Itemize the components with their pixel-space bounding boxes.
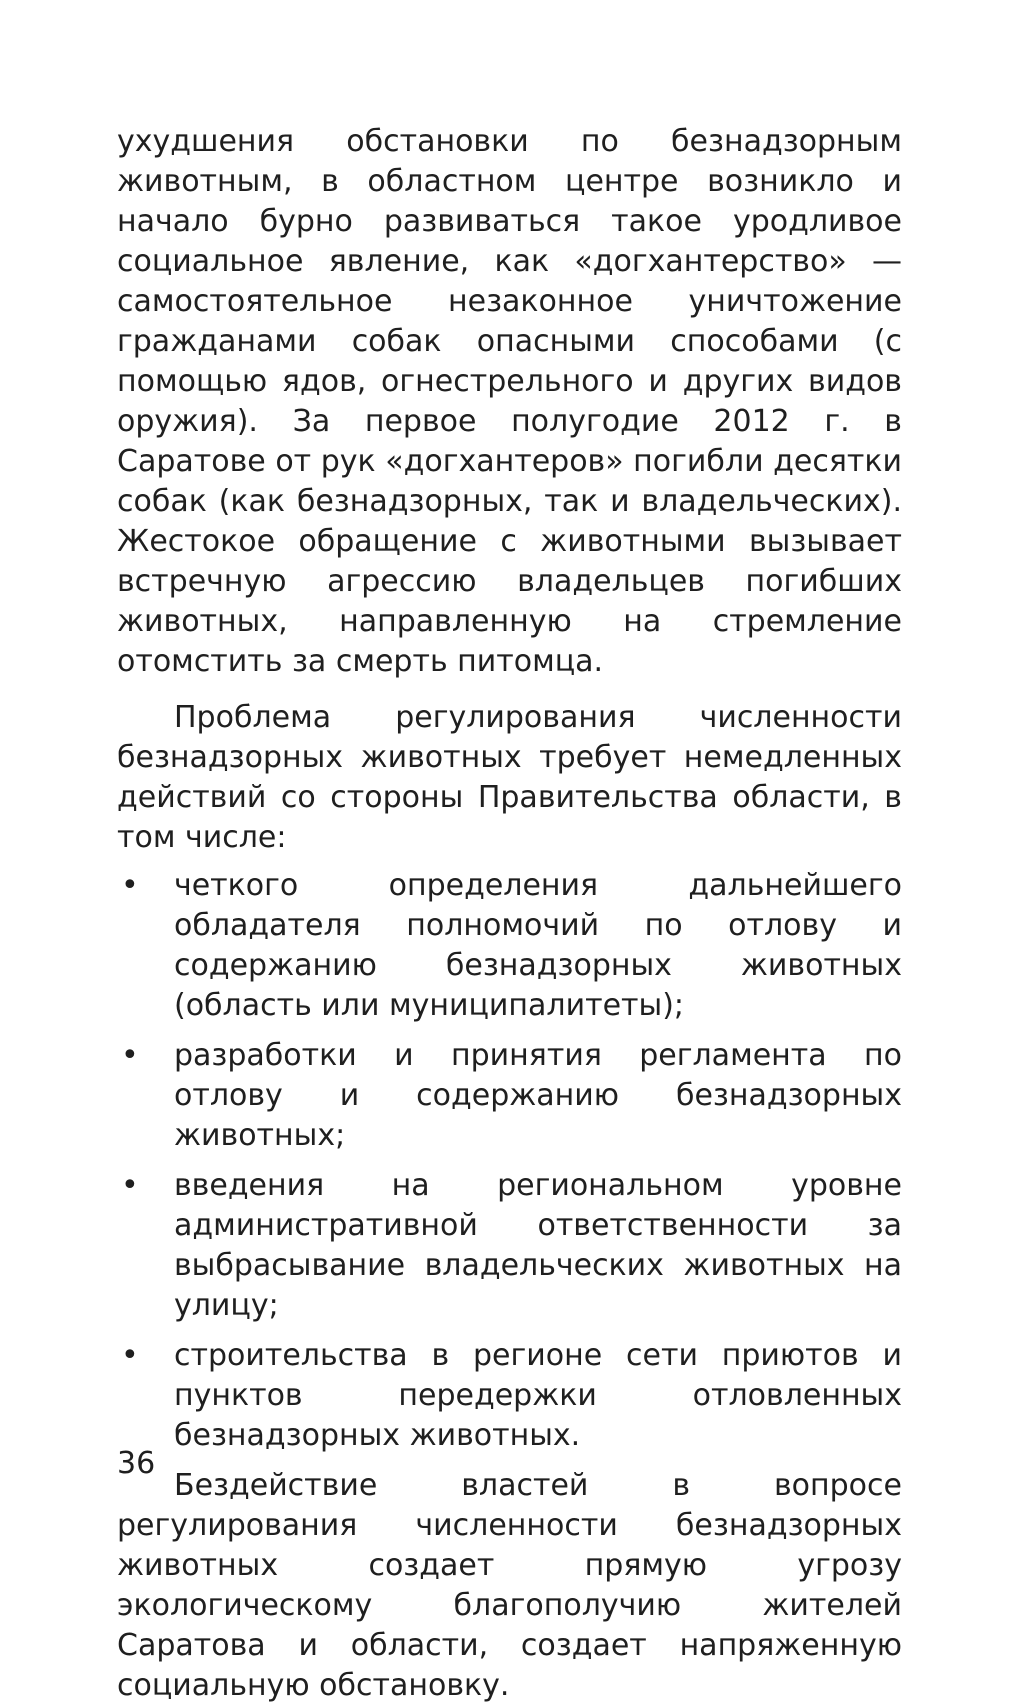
list-item	[117, 1166, 902, 1326]
list-item-text: четкого определения дальнейшего обладателя полномочий по отлову и содержанию безнадзорных животных (область или муниципалитеты);	[174, 868, 902, 1023]
paragraph-1: ухудшения обстановки по безнадзорным животным, в областном центре возникло и начало бурно развиваться такое уродливое социальное явление, как «догхантерство» — самостоятельное незаконное уничтожение гражданами собак опасными способами (с помощью ядов, огнестрельного и других видов оружия). За первое полугодие 2012 г. в Саратове от рук «догхантеров» погибли десятки собак (как безнадзорных, так и владельческих). Жестокое обращение с животными вызывает встречную агрессию владельцев погибших животных, направленную на стремление отомстить за смерть питомца.	[117, 124, 902, 679]
list-item-text: строительства в регионе сети приютов и пунктов передержки отловленных безнадзорных животных.	[174, 1338, 902, 1453]
bullet-icon: •	[121, 1338, 139, 1373]
list-item	[117, 866, 902, 1026]
paragraph-2: Проблема регулирования численности безнадзорных животных требует немедленных действий со стороны Правительства области, в том числе:	[117, 700, 902, 855]
list-item-text: введения на региональном уровне административной ответственности за выбрасывание владельческих животных на улицу;	[174, 1168, 902, 1323]
page-number: 36	[117, 1446, 156, 1481]
list-item	[117, 1036, 902, 1156]
bullet-icon: •	[121, 1038, 139, 1073]
bullet-list	[117, 866, 902, 1456]
list-item	[117, 1336, 902, 1456]
list-item-text: разработки и принятия регламента по отлову и содержанию безнадзорных животных;	[174, 1038, 902, 1153]
page-body	[117, 122, 902, 1706]
bullet-icon: •	[121, 868, 139, 903]
bullet-icon: •	[121, 1168, 139, 1203]
paragraph-3: Бездействие властей в вопросе регулирования численности безнадзорных животных создает прямую угрозу экологическому благополучию жителей Саратова и области, создает напряженную социальную обстановку.	[117, 1468, 902, 1703]
